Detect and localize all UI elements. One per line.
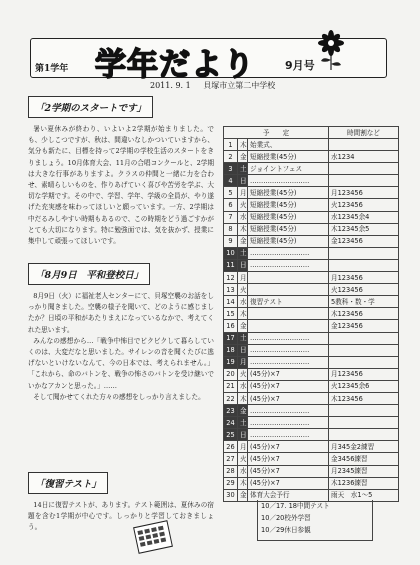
schedule-event: ……………………… xyxy=(248,417,329,429)
schedule-day: 11 xyxy=(224,259,238,271)
schedule-day: 21 xyxy=(224,380,238,392)
newsletter-title: 学年だより xyxy=(95,47,255,83)
schedule-weekday: 木 xyxy=(238,308,248,320)
article-title: 「2学期のスタートです」 xyxy=(28,96,153,118)
schedule-day: 5 xyxy=(224,187,238,199)
school-name: 貝塚市立第二中学校 xyxy=(203,81,276,90)
schedule-row xyxy=(224,429,399,441)
schedule-event: (45分)×7 xyxy=(248,368,329,380)
schedule-weekday: 火 xyxy=(238,199,248,211)
schedule-day: 15 xyxy=(224,308,238,320)
schedule-row xyxy=(224,477,399,489)
schedule-day: 20 xyxy=(224,368,238,380)
schedule-row xyxy=(224,368,399,380)
schedule-timetable xyxy=(329,259,399,271)
september-schedule-table xyxy=(223,126,399,502)
issue-label: 9月号 xyxy=(285,59,315,72)
upcoming-events-box xyxy=(257,500,373,541)
schedule-row xyxy=(224,259,399,271)
schedule-event: ……………………… xyxy=(248,175,329,187)
schedule-event: (45分)×7 xyxy=(248,453,329,465)
upcoming-event: 10／20校外学習 xyxy=(261,514,311,522)
schedule-row xyxy=(224,175,399,187)
schedule-event xyxy=(248,308,329,320)
schedule-event: (45分)×7 xyxy=(248,392,329,404)
schedule-event xyxy=(248,272,329,284)
schedule-timetable: 月345金2練習 xyxy=(329,441,399,453)
article-paragraph: そして聞かせてくれた方々の感想をしっかり言えました。 xyxy=(33,392,205,401)
schedule-day: 27 xyxy=(224,453,238,465)
schedule-timetable: 火123456 xyxy=(329,199,399,211)
schedule-row xyxy=(224,465,399,477)
schedule-day: 9 xyxy=(224,235,238,247)
schedule-event: (45分)×7 xyxy=(248,477,329,489)
schedule-event xyxy=(248,284,329,296)
schedule-row xyxy=(224,187,399,199)
article-title: 「復習テスト」 xyxy=(28,472,108,494)
schedule-body xyxy=(224,139,399,502)
publication-line xyxy=(150,80,285,91)
schedule-weekday: 金 xyxy=(238,320,248,332)
schedule-timetable: 水12345余4 xyxy=(329,211,399,223)
schedule-day: 13 xyxy=(224,284,238,296)
schedule-day: 29 xyxy=(224,477,238,489)
schedule-day: 14 xyxy=(224,296,238,308)
schedule-event xyxy=(248,320,329,332)
schedule-timetable: 月123456 xyxy=(329,272,399,284)
schedule-day: 1 xyxy=(224,139,238,151)
schedule-row xyxy=(224,211,399,223)
schedule-day: 4 xyxy=(224,175,238,187)
schedule-row xyxy=(224,199,399,211)
test-paper-illustration-icon xyxy=(130,520,176,554)
schedule-event: 短縮授業(45分) xyxy=(248,223,329,235)
schedule-header-plan: 予 定 xyxy=(224,127,329,139)
schedule-row xyxy=(224,223,399,235)
schedule-header-row xyxy=(224,127,399,139)
schedule-weekday: 日 xyxy=(238,259,248,271)
schedule-row xyxy=(224,405,399,417)
schedule-day: 2 xyxy=(224,151,238,163)
schedule-header-timetable: 時間割など xyxy=(329,127,399,139)
schedule-weekday: 木 xyxy=(238,139,248,151)
schedule-timetable: 月2345練習 xyxy=(329,465,399,477)
schedule-timetable: 木12345余5 xyxy=(329,223,399,235)
schedule-day: 26 xyxy=(224,441,238,453)
schedule-weekday: 火 xyxy=(238,284,248,296)
schedule-row xyxy=(224,139,399,151)
schedule-event: ……………………… xyxy=(248,259,329,271)
schedule-row xyxy=(224,320,399,332)
schedule-row xyxy=(224,332,399,344)
schedule-weekday: 日 xyxy=(238,344,248,356)
issue-date: 2011. 9. 1 xyxy=(150,81,191,90)
schedule-timetable: 金3456練習 xyxy=(329,453,399,465)
schedule-day: 19 xyxy=(224,356,238,368)
article-paragraph: 14日に復習テストが、あります。テスト範囲は、夏休みの宿題を含む1学期が中心です。しっかりと学習しておきましょう。 xyxy=(28,501,214,532)
schedule-timetable: 木1236練習 xyxy=(329,477,399,489)
schedule-day: 7 xyxy=(224,211,238,223)
schedule-row xyxy=(224,247,399,259)
schedule-day: 6 xyxy=(224,199,238,211)
schedule-weekday: 月 xyxy=(238,441,248,453)
schedule-event: 短縮授業(45分) xyxy=(248,199,329,211)
schedule-weekday: 木 xyxy=(238,477,248,489)
schedule-weekday: 月 xyxy=(238,356,248,368)
schedule-timetable xyxy=(329,247,399,259)
schedule-day: 30 xyxy=(224,489,238,501)
schedule-event: ……………………… xyxy=(248,356,329,368)
schedule-timetable: 木123456 xyxy=(329,392,399,404)
upcoming-event: 10／17. 18中間テスト xyxy=(261,502,330,510)
schedule-row xyxy=(224,235,399,247)
schedule-timetable: 金123456 xyxy=(329,320,399,332)
schedule-timetable xyxy=(329,429,399,441)
schedule-day: 22 xyxy=(224,392,238,404)
schedule-weekday: 日 xyxy=(238,429,248,441)
schedule-timetable: 木123456 xyxy=(329,308,399,320)
schedule-event: (45分)×7 xyxy=(248,441,329,453)
schedule-weekday: 水 xyxy=(238,296,248,308)
schedule-day: 25 xyxy=(224,429,238,441)
schedule-row xyxy=(224,392,399,404)
schedule-row xyxy=(224,453,399,465)
schedule-event: 復習テスト xyxy=(248,296,329,308)
schedule-row xyxy=(224,284,399,296)
schedule-day: 10 xyxy=(224,247,238,259)
schedule-weekday: 金 xyxy=(238,405,248,417)
schedule-day: 18 xyxy=(224,344,238,356)
schedule-weekday: 水 xyxy=(238,465,248,477)
schedule-row xyxy=(224,272,399,284)
schedule-event: 短縮授業(45分) xyxy=(248,211,329,223)
schedule-event: ……………………… xyxy=(248,429,329,441)
schedule-weekday: 金 xyxy=(238,489,248,501)
article-paragraph: 8月9日（火）に福祉老人センターにて、貝塚空襲のお話をしっかり聞きました。空襲の様子を聞いて、どのように感じましたか？日頃の平和があたりまえになっているなかで、考えてくれた思います。 xyxy=(28,292,214,334)
schedule-weekday: 土 xyxy=(238,332,248,344)
schedule-day: 12 xyxy=(224,272,238,284)
schedule-row xyxy=(224,163,399,175)
schedule-row xyxy=(224,296,399,308)
schedule-event: ……………………… xyxy=(248,405,329,417)
schedule-weekday: 土 xyxy=(238,417,248,429)
schedule-row xyxy=(224,380,399,392)
schedule-day: 24 xyxy=(224,417,238,429)
article-review-test xyxy=(28,472,214,534)
schedule-row xyxy=(224,308,399,320)
upcoming-event: 10／29休日参観 xyxy=(261,526,311,534)
article-paragraph: みんなの感想から…「戦争中怖目でビクビクして暮らしていくのは、大変だなと思いました。サイレンの音を聞くたびに逃げないといけないなんて、今の日本では、考えられません。」「これから、命のバトンを、戦争の怖さのバトンを受け継いでいかなアカンと思った。」…… xyxy=(28,336,214,390)
schedule-event: ……………………… xyxy=(248,332,329,344)
schedule-weekday: 木 xyxy=(238,392,248,404)
article-paragraph: 暑い夏休みが終わり、いよいよ2学期が始まりました。でも、少しこつですが、秋は、間違いなしかついていますから、気分も新たに、目標を持って2学期の学校生活のスタートをきりましょう。10月体育大会、11月の合唱コンクールと、2学期は大きな行事がありますよ。クラスの仲間と一緒に力を合わせ、素晴らしいものを、作りあげていく喜びや苦労を学ぶ、大切な学期です。その中で、学習、学年、学級の全員が、やり遂げた充実感を味わってほしいと願っています。一方、2学期は中だるみしやすい時期もあるので、この時期をどう過ごすかがとても大切になります。特に勉強面では、気を抜かず、授業に集中して頑張ってほしいです。 xyxy=(28,125,214,246)
schedule-timetable xyxy=(329,139,399,151)
schedule-weekday: 水 xyxy=(238,380,248,392)
schedule-timetable: 金123456 xyxy=(329,235,399,247)
schedule-event: 短縮授業(45分) xyxy=(248,151,329,163)
schedule-timetable: 月123456 xyxy=(329,368,399,380)
schedule-day: 8 xyxy=(224,223,238,235)
schedule-weekday: 火 xyxy=(238,453,248,465)
schedule-event: (45分)×7 xyxy=(248,380,329,392)
schedule-timetable: 火123456 xyxy=(329,284,399,296)
grade-label: 第1学年 xyxy=(35,64,69,74)
schedule-event: ……………………… xyxy=(248,344,329,356)
schedule-event: 短縮授業(45分) xyxy=(248,235,329,247)
schedule-event: (45分)×7 xyxy=(248,465,329,477)
schedule-row xyxy=(224,441,399,453)
schedule-day: 28 xyxy=(224,465,238,477)
schedule-weekday: 水 xyxy=(238,211,248,223)
schedule-timetable xyxy=(329,332,399,344)
article-second-term xyxy=(28,96,214,247)
schedule-weekday: 土 xyxy=(238,247,248,259)
schedule-timetable xyxy=(329,175,399,187)
schedule-weekday: 土 xyxy=(238,163,248,175)
schedule-row xyxy=(224,151,399,163)
schedule-row xyxy=(224,344,399,356)
schedule-weekday: 日 xyxy=(238,175,248,187)
schedule-event: 短縮授業(45分) xyxy=(248,187,329,199)
schedule-timetable: 5教科・数・学 xyxy=(329,296,399,308)
schedule-day: 23 xyxy=(224,405,238,417)
article-title: 「8月9日 平和登校日」 xyxy=(28,263,150,285)
schedule-weekday: 金 xyxy=(238,235,248,247)
schedule-timetable xyxy=(329,356,399,368)
schedule-timetable: 雨天 水1〜5 xyxy=(329,489,399,501)
schedule-weekday: 金 xyxy=(238,151,248,163)
schedule-weekday: 木 xyxy=(238,223,248,235)
schedule-timetable xyxy=(329,344,399,356)
schedule-timetable xyxy=(329,405,399,417)
schedule-weekday: 月 xyxy=(238,187,248,199)
schedule-event: ……………………… xyxy=(248,247,329,259)
schedule-timetable: 水1234 xyxy=(329,151,399,163)
schedule-event: ジョイントフェス xyxy=(248,163,329,175)
schedule-row xyxy=(224,356,399,368)
schedule-day: 16 xyxy=(224,320,238,332)
schedule-day: 17 xyxy=(224,332,238,344)
article-peace-day xyxy=(28,263,214,403)
schedule-timetable xyxy=(329,163,399,175)
schedule-timetable xyxy=(329,417,399,429)
schedule-day: 3 xyxy=(224,163,238,175)
schedule-weekday: 火 xyxy=(238,368,248,380)
schedule-timetable: 火12345余6 xyxy=(329,380,399,392)
schedule-weekday: 月 xyxy=(238,272,248,284)
schedule-row xyxy=(224,417,399,429)
schedule-event: 体育大会予行 xyxy=(248,489,329,501)
schedule-timetable: 月123456 xyxy=(329,187,399,199)
schedule-event: 始業式、 xyxy=(248,139,329,151)
flower-illustration-icon xyxy=(317,30,345,70)
